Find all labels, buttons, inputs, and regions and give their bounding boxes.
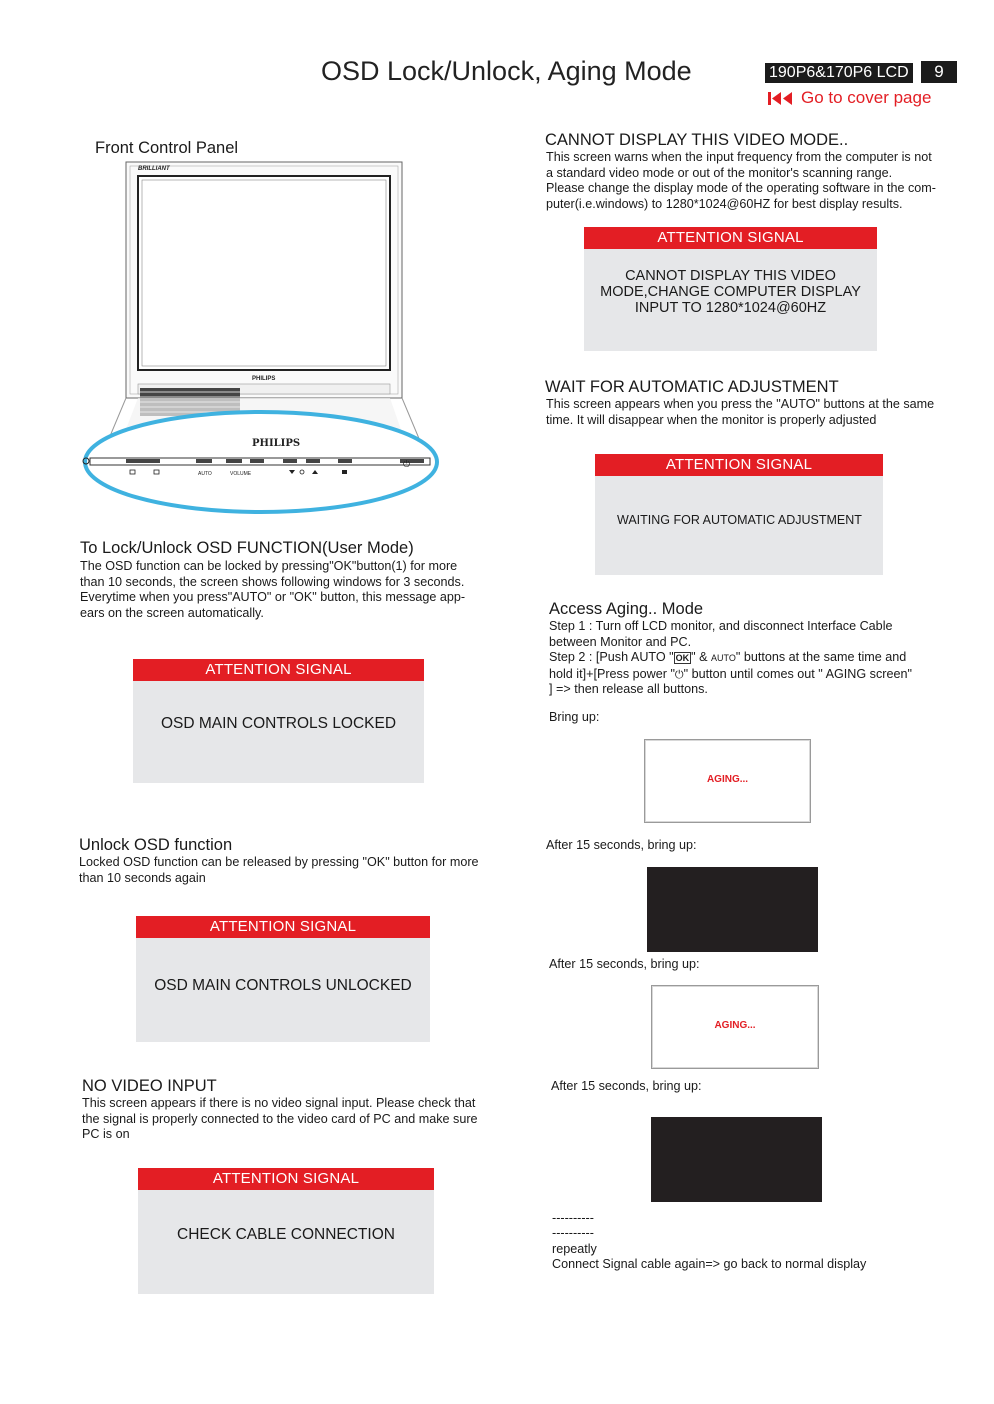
after-15-label-3: After 15 seconds, bring up:	[551, 1079, 702, 1093]
wait-auto-heading: WAIT FOR AUTOMATIC ADJUSTMENT	[545, 378, 839, 396]
svg-text:AUTO: AUTO	[198, 471, 212, 477]
unlock-heading: Unlock OSD function	[79, 836, 233, 854]
locked-message-box	[133, 659, 424, 783]
cannot-display-message: CANNOT DISPLAY THIS VIDEO MODE,CHANGE COMPUTER DISPLAY INPUT TO 1280*1024@60HZ	[600, 268, 861, 316]
power-icon: ⏻	[674, 667, 684, 681]
bezel-brand: PHILIPS	[252, 376, 276, 382]
skip-back-icon	[768, 91, 793, 106]
aging-text: AGING...	[706, 774, 749, 785]
lock-description: The OSD function can be locked by pressing"OK"button(1) for more than 10 seconds, the screen shows following windows for 3 seconds. Everytime when you press"AUTO" or "OK" button, this message app- ears on the screen automatically.	[80, 559, 466, 620]
locked-message: OSD MAIN CONTROLS LOCKED	[160, 715, 397, 732]
attention-bar: ATTENTION SIGNAL	[136, 916, 430, 938]
ok-key-icon: OK	[675, 652, 690, 663]
no-video-description: This screen appears if there is no video signal input. Please check that the signal is properly connected to the video card of PC and make sure PC is on	[82, 1096, 478, 1141]
wait-auto-description: This screen appears when you press the "AUTO" buttons at the same time. It will disappear when the monitor is properly adjusted	[546, 397, 935, 427]
bring-up-label: Bring up:	[549, 710, 600, 724]
svg-text:⏻: ⏻	[403, 460, 411, 470]
black-screen-1	[647, 867, 818, 952]
cannot-display-description: This screen warns when the input frequency from the computer is not a standard video mode or out of the monitor's scanning range. Please change the display mode of the operating software in the com- puter(i.e.windows) to 1280*1024@60HZ for best display results.	[546, 150, 936, 211]
lock-heading: To Lock/Unlock OSD FUNCTION(User Mode)	[80, 539, 414, 557]
aging-steps: Step 1 : Turn off LCD monitor, and disconnect Interface Cable between Monitor and PC. Step 2 : [Push AUTO " OK " & AUTO" buttons at the same time and hold it]+[Press power "⏻" button until comes out " AGING screen" ] => then release all buttons.	[549, 619, 912, 696]
connect-instruction: Connect Signal cable again=> go back to normal display	[552, 1257, 867, 1271]
aging-heading: Access Aging.. Mode	[549, 600, 704, 618]
no-video-message-box	[138, 1168, 434, 1294]
attention-bar: ATTENTION SIGNAL	[584, 227, 877, 249]
no-video-message: CHECK CABLE CONNECTION	[177, 1226, 395, 1243]
attention-bar: ATTENTION SIGNAL	[133, 659, 424, 681]
unlocked-message-box	[136, 916, 430, 1042]
front-panel-heading: Front Control Panel	[95, 139, 239, 157]
dash-line-2: ----------	[552, 1226, 594, 1240]
auto-key-label: AUTO	[711, 653, 736, 663]
unlocked-message: OSD MAIN CONTROLS UNLOCKED	[154, 977, 412, 994]
no-video-heading: NO VIDEO INPUT	[82, 1077, 217, 1095]
aging-text: AGING...	[714, 1020, 756, 1031]
cannot-display-heading: CANNOT DISPLAY THIS VIDEO MODE..	[545, 131, 849, 149]
wait-auto-message: WAITING FOR AUTOMATIC ADJUSTMENT	[617, 513, 862, 527]
after-15-label-2: After 15 seconds, bring up:	[549, 957, 700, 971]
page-title: OSD Lock/Unlock, Aging Mode	[321, 56, 692, 86]
svg-text:VOLUME: VOLUME	[230, 471, 252, 477]
page-number: 9	[921, 61, 957, 83]
cover-link-label: Go to cover page	[801, 88, 932, 107]
badge-label: BRILLIANT	[138, 166, 170, 172]
go-to-cover-link[interactable]	[768, 88, 931, 108]
model-label: 190P6&170P6 LCD	[765, 63, 913, 83]
repeat-label: repeatly	[552, 1242, 597, 1256]
panel-brand: PHILIPS	[252, 438, 301, 449]
attention-bar: ATTENTION SIGNAL	[595, 454, 883, 476]
attention-bar: ATTENTION SIGNAL	[138, 1168, 434, 1190]
unlock-description: Locked OSD function can be released by pressing "OK" button for more than 10 seconds again	[79, 855, 479, 885]
monitor-illustration	[78, 160, 448, 520]
wait-auto-box	[595, 454, 883, 575]
black-screen-2	[651, 1117, 822, 1202]
after-15-label-1: After 15 seconds, bring up:	[546, 838, 697, 852]
dash-line-1: ----------	[552, 1211, 594, 1225]
cannot-display-box	[584, 227, 877, 351]
aging-screen-2	[651, 985, 819, 1069]
aging-screen-1	[644, 739, 811, 823]
